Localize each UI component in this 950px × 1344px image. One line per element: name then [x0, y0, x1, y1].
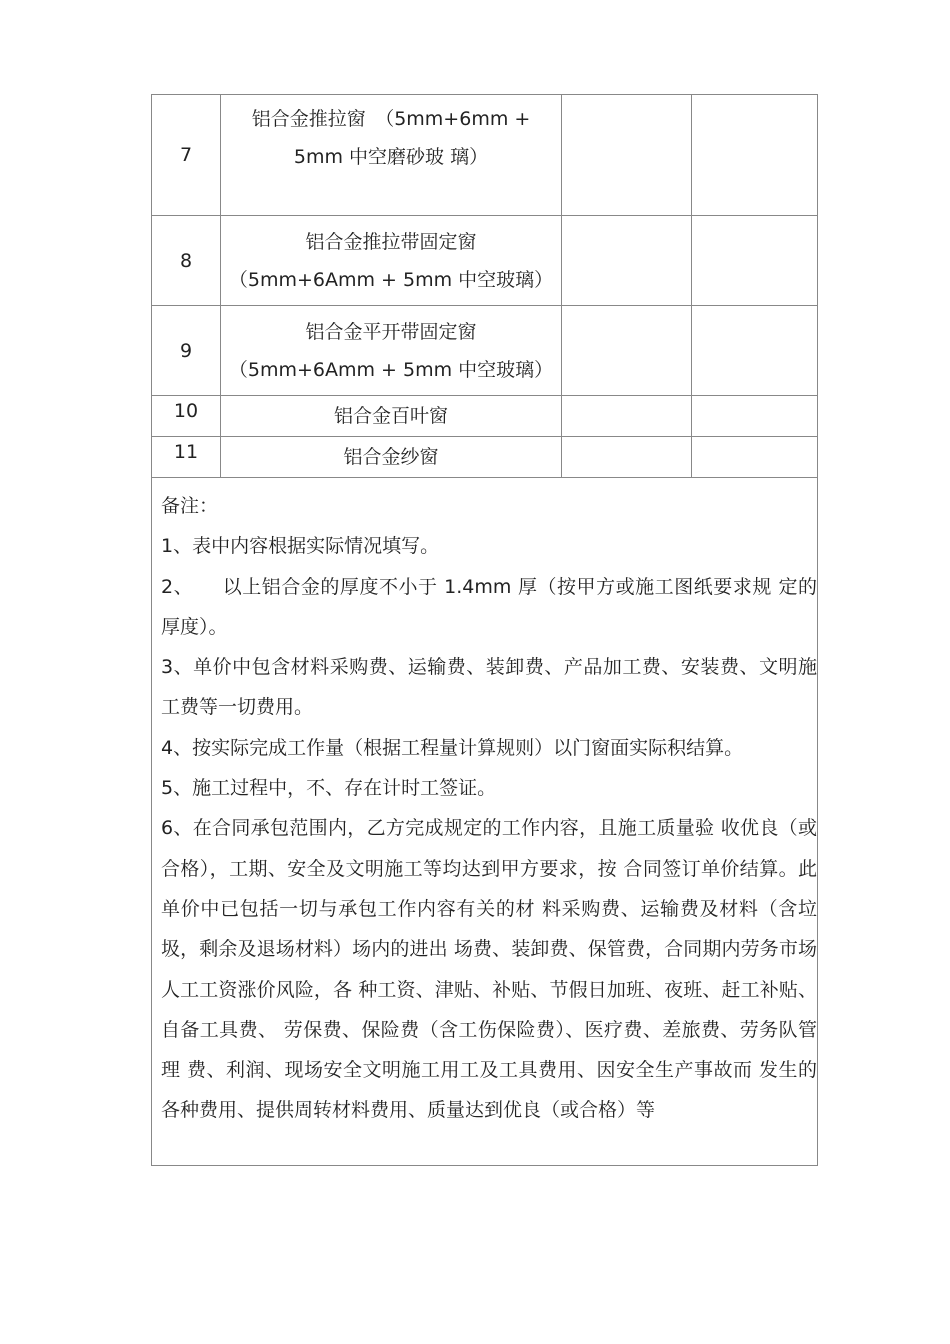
item-name: [221, 437, 562, 478]
note-item: 1、表中内容根据实际情况填写。: [161, 535, 440, 558]
table-row: [152, 306, 818, 396]
row-number: 8: [152, 216, 221, 306]
note-item: 4、按实际完成工作量（根据工程量计算规则）以门窗面实际积结算。: [161, 736, 744, 759]
notes-content: [161, 486, 817, 1165]
empty-cell: [562, 396, 692, 437]
note-item: 2、 以上铝合金的厚度不小于 1.4mm 厚（按甲方或施工图纸要求规 定的厚度）。: [161, 575, 817, 638]
item-name-line: 铝合金推拉带固定窗: [305, 230, 477, 253]
window-price-table: [151, 94, 818, 1166]
item-name: [221, 306, 562, 396]
item-name: [221, 95, 562, 216]
empty-cell: [692, 216, 818, 306]
empty-cell: [692, 437, 818, 478]
row-number: 10: [152, 396, 221, 437]
item-name: [221, 216, 562, 306]
empty-cell: [562, 216, 692, 306]
note-item: 6、在合同承包范围内，乙方完成规定的工作内容，且施工质量验 收优良（或合格），工期、安全及文明施工等均达到甲方要求，按 合同签订单价结算。此单价中已包括一切与承包工作内容有关的材 料采购费、运输费及材料（含垃圾，剩余及退场材料）场内的进出 场费、装卸费、保管费，合同期内劳务市场人工工资涨价风险，各 种工资、津贴、补贴、节假日加班、夜班、赶工补贴、自备工具费、 劳保费、保险费（含工伤保险费）、医疗费、差旅费、劳务队管理 费、利润、现场安全文明施工用工及工具费用、因安全生产事故而 发生的各种费用、提供周转材料费用、质量达到优良（或合格）等: [161, 817, 817, 1122]
row-number: 7: [152, 95, 221, 216]
notes-row: [152, 478, 818, 1166]
empty-cell: [562, 437, 692, 478]
item-name-line: （5mm+6Amm + 5mm 中空玻璃）: [228, 268, 554, 291]
row-number: 11: [152, 437, 221, 478]
item-name-line: 5mm 中空磨砂玻 璃）: [293, 146, 489, 168]
table-row: [152, 95, 818, 216]
empty-cell: [692, 396, 818, 437]
note-item: 3、单价中包含材料采购费、运输费、装卸费、产品加工费、安装费、文明施工费等一切费用。: [161, 656, 817, 719]
item-name-line: 铝合金推拉窗 （5mm+6mm +: [251, 108, 531, 130]
table-row: [152, 216, 818, 306]
item-name: [221, 396, 562, 437]
item-name-line: 铝合金平开带固定窗: [305, 320, 477, 343]
notes-section: [152, 478, 818, 1166]
notes-title: 备注：: [161, 495, 219, 517]
table-row: [152, 437, 818, 478]
empty-cell: [562, 306, 692, 396]
item-name-line: （5mm+6Amm + 5mm 中空玻璃）: [228, 358, 554, 381]
empty-cell: [692, 95, 818, 216]
empty-cell: [692, 306, 818, 396]
item-name-line: 铝合金纱窗: [343, 446, 439, 468]
table-row: [152, 396, 818, 437]
note-item: 5、施工过程中，不、存在计时工签证。: [161, 777, 497, 800]
item-name-line: 铝合金百叶窗: [333, 405, 448, 427]
row-number: 9: [152, 306, 221, 396]
empty-cell: [562, 95, 692, 216]
